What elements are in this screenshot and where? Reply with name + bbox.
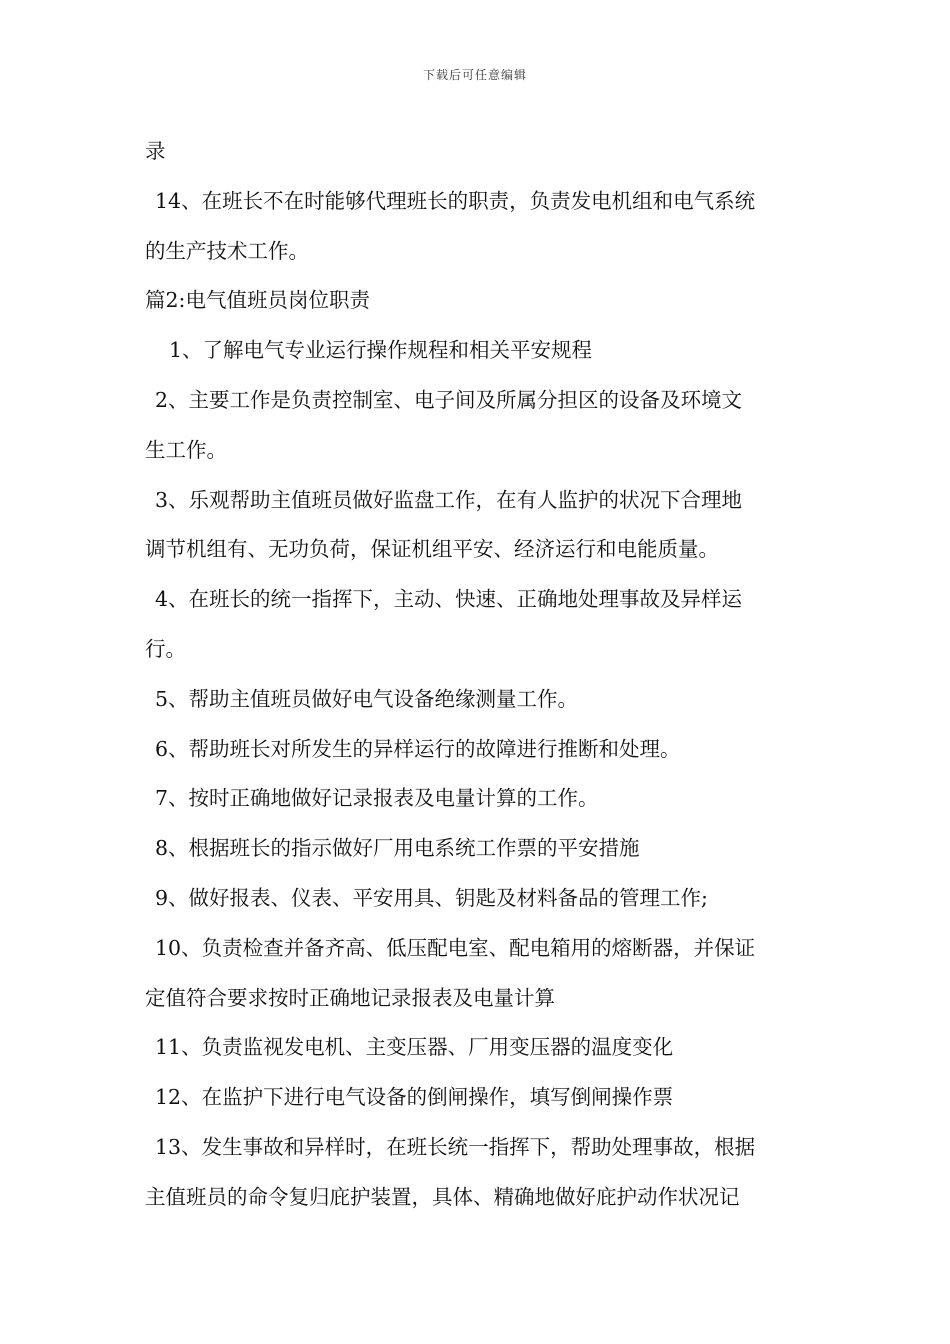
text-line: 14、在班长不在时能够代理班长的职责，负责发电机组和电气系统 bbox=[155, 188, 756, 213]
text-line: 10、负责检查并备齐高、低压配电室、配电箱用的熔断器，并保证 bbox=[155, 935, 756, 960]
text-line: 的生产技术工作。 bbox=[145, 238, 309, 263]
text-line: 7、按时正确地做好记录报表及电量计算的工作。 bbox=[155, 786, 599, 811]
section-heading: 篇2:电气值班员岗位职责 bbox=[145, 288, 370, 313]
text-line: 定值符合要求按时正确地记录报表及电量计算 bbox=[145, 985, 555, 1010]
text-line: 录 bbox=[145, 139, 166, 163]
text-line: 13、发生事故和异样时，在班长统一指挥下，帮助处理事故，根据 bbox=[155, 1134, 756, 1159]
text-line: 11、负责监视发电机、主变压器、厂用变压器的温度变化 bbox=[155, 1035, 674, 1060]
text-line: 8、根据班长的指示做好厂用电系统工作票的平安措施 bbox=[155, 836, 640, 861]
text-line: 4、在班长的统一指挥下，主动、快速、正确地处理事故及异样运 bbox=[155, 587, 743, 612]
document-body bbox=[145, 131, 810, 1227]
text-line: 行。 bbox=[145, 636, 186, 661]
text-line: 主值班员的命令复归庇护装置，具体、精确地做好庇护动作状况记 bbox=[145, 1184, 740, 1209]
text-line: 6、帮助班长对所发生的异样运行的故障进行推断和处理。 bbox=[155, 736, 681, 761]
page-header-note: 下载后可任意编辑 bbox=[422, 68, 527, 82]
text-line: 12、在监护下进行电气设备的倒闸操作，填写倒闸操作票 bbox=[155, 1085, 674, 1110]
text-line: 3、乐观帮助主值班员做好监盘工作，在有人监护的状况下合理地 bbox=[155, 487, 743, 512]
text-line: 调节机组有、无功负荷，保证机组平安、经济运行和电能质量。 bbox=[145, 537, 719, 562]
text-line: 5、帮助主值班员做好电气设备绝缘测量工作。 bbox=[155, 686, 579, 711]
text-line: 生工作。 bbox=[145, 437, 227, 462]
text-line: 9、做好报表、仪表、平安用具、钥匙及材料备品的管理工作; bbox=[155, 885, 708, 910]
text-line: 1、了解电气专业运行操作规程和相关平安规程 bbox=[169, 338, 593, 363]
text-line: 2、主要工作是负责控制室、电子间及所属分担区的设备及环境文 bbox=[155, 387, 743, 412]
